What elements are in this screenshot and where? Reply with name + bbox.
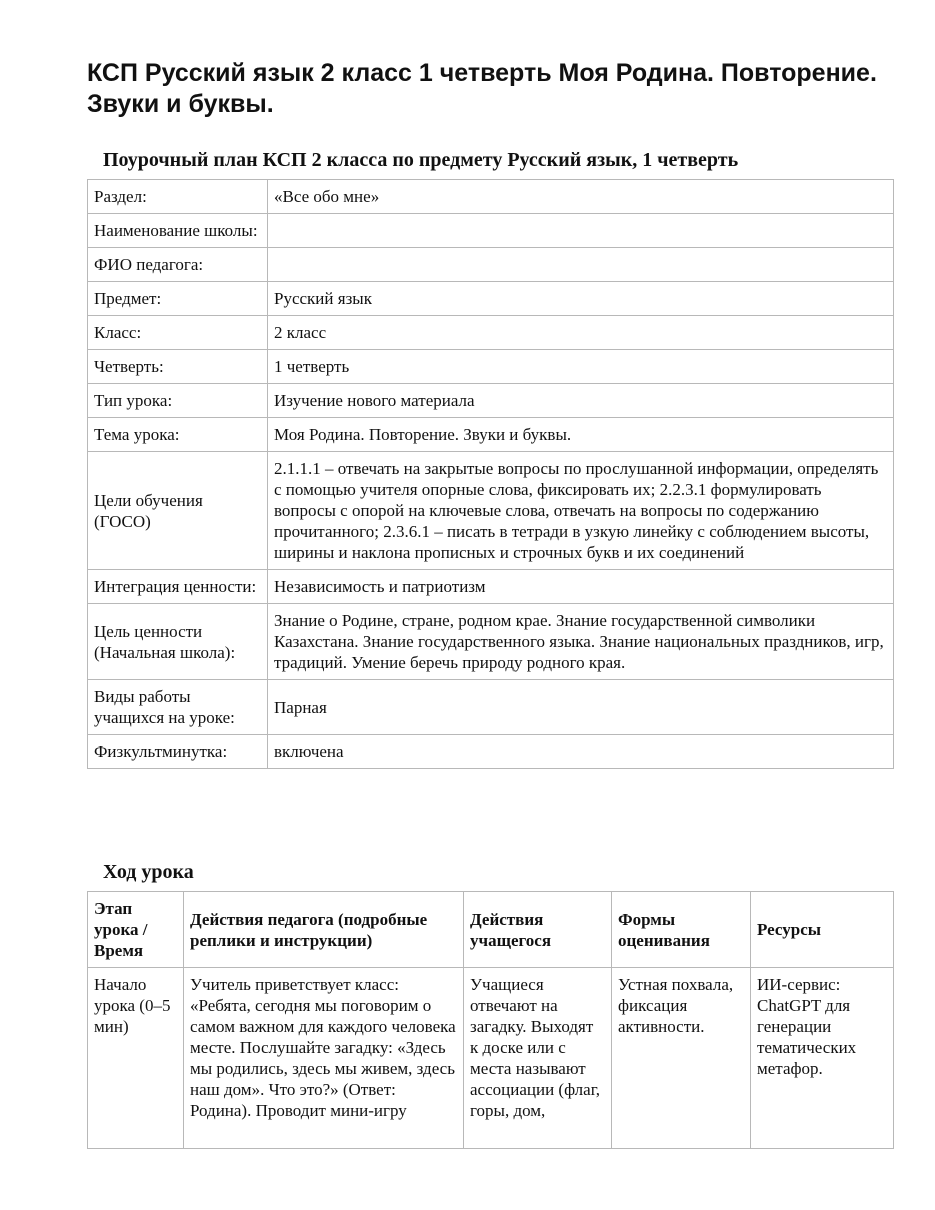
row-label: Класс: xyxy=(88,316,268,350)
table-row xyxy=(88,735,894,769)
plan-heading: Поурочный план КСП 2 класса по предмету Русский язык, 1 четверть xyxy=(103,149,739,171)
lesson-flow-heading: Ход урока xyxy=(103,861,194,883)
row-value: 1 четверть xyxy=(268,350,894,384)
table-row xyxy=(88,418,894,452)
table-row xyxy=(88,452,894,570)
row-label: Предмет: xyxy=(88,282,268,316)
row-value: 2 класс xyxy=(268,316,894,350)
row-label: Тип урока: xyxy=(88,384,268,418)
row-label: Интеграция ценности: xyxy=(88,570,268,604)
student-actions-cell: Учащиеся отвечают на загадку. Выходят к доске или с места называют ассоциации (флаг, горы, дом, xyxy=(470,975,601,1120)
row-label: Четверть: xyxy=(88,350,268,384)
table-row xyxy=(88,282,894,316)
row-label: Раздел: xyxy=(88,180,268,214)
table-row xyxy=(88,570,894,604)
column-header-resources: Ресурсы xyxy=(751,892,894,968)
table-row xyxy=(88,248,894,282)
row-label: Виды работы учащихся на уроке: xyxy=(88,680,268,735)
row-value: «Все обо мне» xyxy=(268,180,894,214)
row-value: Моя Родина. Повторение. Звуки и буквы. xyxy=(268,418,894,452)
row-value xyxy=(268,214,894,248)
row-value: Русский язык xyxy=(268,282,894,316)
row-label: Наименование школы: xyxy=(88,214,268,248)
column-header-student-actions: Действия учащегося xyxy=(464,892,612,968)
stage-cell: Начало урока (0–5 мин) xyxy=(94,975,171,1036)
row-label: ФИО педагога: xyxy=(88,248,268,282)
row-label: Физкультминутка: xyxy=(88,735,268,769)
table-header-row xyxy=(88,892,894,968)
page-title: КСП Русский язык 2 класс 1 четверть Моя Родина. Повторение. Звуки и буквы. xyxy=(87,59,877,118)
table-row xyxy=(88,604,894,680)
table-row xyxy=(88,968,894,1149)
row-value: Парная xyxy=(268,680,894,735)
column-header-teacher-actions: Действия педагога (подробные реплики и инструкции) xyxy=(184,892,464,968)
assessment-cell: Устная похвала, фиксация активности. xyxy=(618,975,734,1036)
resources-cell: ИИ-сервис: ChatGPT для генерации тематических метафор. xyxy=(757,975,857,1078)
lesson-info-table xyxy=(87,179,894,769)
table-row xyxy=(88,384,894,418)
teacher-actions-cell: Учитель приветствует класс: «Ребята, сегодня мы поговорим о самом важном для каждого человека месте. Послушайте загадку: «Здесь мы родились, здесь мы живем, здесь наш дом». Что это?» (Ответ: Родина). Проводит мини-игру xyxy=(190,975,456,1120)
row-label: Цель ценности (Начальная школа): xyxy=(88,604,268,680)
table-row xyxy=(88,180,894,214)
row-value: Знание о Родине, стране, родном крае. Знание государственной символики Казахстана. Знание государственного языка. Знание национальных праздников, игр, традиций. Умение беречь природу родного края. xyxy=(268,604,894,680)
row-label: Тема урока: xyxy=(88,418,268,452)
table-row xyxy=(88,316,894,350)
column-header-assessment: Формы оценивания xyxy=(612,892,751,968)
row-value: включена xyxy=(268,735,894,769)
column-header-stage: Этап урока / Время xyxy=(88,892,184,968)
table-row xyxy=(88,680,894,735)
table-row xyxy=(88,350,894,384)
row-value: Независимость и патриотизм xyxy=(268,570,894,604)
row-value: Изучение нового материала xyxy=(268,384,894,418)
lesson-flow-table xyxy=(87,891,894,1149)
table-row xyxy=(88,214,894,248)
row-value: 2.1.1.1 – отвечать на закрытые вопросы по прослушанной информации, определять с помощью учителя опорные слова, фиксировать их; 2.2.3.1 формулировать вопросы с опорой на ключевые слова, отвечать на вопросы по содержанию прочитанного; 2.3.6.1 – писать в тетради в узкую линейку с соблюдением высоты, ширины и наклона прописных и строчных букв и их соединений xyxy=(268,452,894,570)
row-label: Цели обучения (ГОСО) xyxy=(88,452,268,570)
row-value xyxy=(268,248,894,282)
